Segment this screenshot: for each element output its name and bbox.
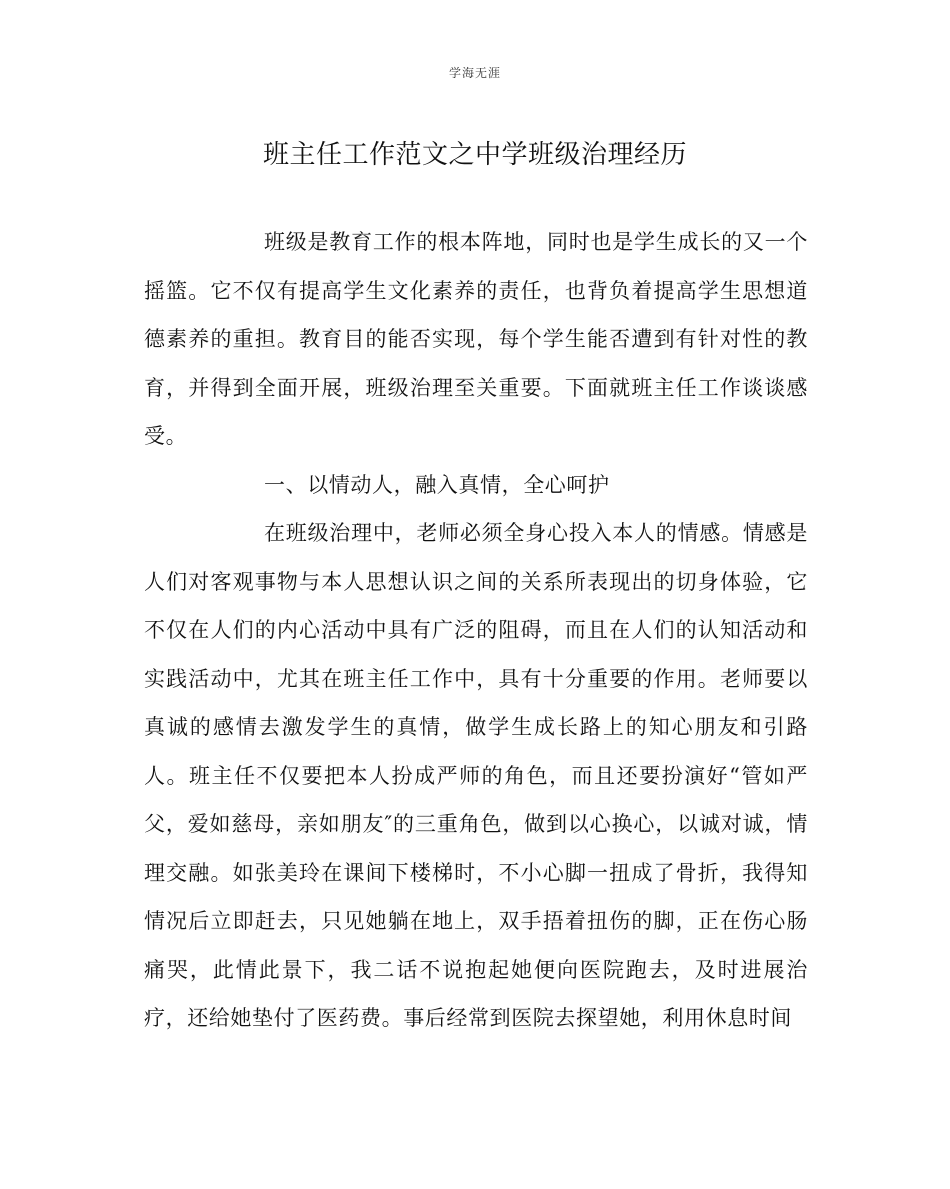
document-body (144, 218, 808, 1043)
paragraph-intro: 班级是教育工作的根本阵地，同时也是学生成长的又一个摇篮。它不仅有提高学生文化素养的责任，也背负着提高学生思想道德素养的重担。教育目的能否实现，每个学生能否遭到有针对性的教育，并得到全面开展，班级治理至关重要。下面就班主任工作谈谈感受。 (144, 230, 808, 448)
paragraph-section-1: 在班级治理中，老师必须全身心投入本人的情感。情感是人们对客观事物与本人思想认识之间的关系所表现出的切身体验，它不仅在人们的内心活动中具有广泛的阻碍，而且在人们的认知活动和实践活动中，尤其在班主任工作中，具有十分重要的作用。老师要以真诚的感情去激发学生的真情，做学生成长路上的知心朋友和引路人。班主任不仅要把本人扮成严师的角色，而且还要扮演好“管如严父，爱如慈母，亲如朋友″的三重角色，做到以心换心，以诚对诚，情理交融。如张美玲在课间下楼梯时，不小心脚一扭成了骨折，我得知情况后立即赶去，只见她躺在地上，双手捂着扭伤的脚，正在伤心肠痛哭，此情此景下，我二话不说抱起她便向医院跑去，及时进展治疗，还给她垫付了医药费。事后经常到医院去探望她，利用休息时间 (144, 521, 808, 1030)
document-title: 班主任工作范文之中学班级治理经历 (262, 140, 687, 170)
page-header: 学海无涯 (448, 66, 501, 80)
section-heading-1: 一、以情动人，融入真情，全心呵护 (264, 472, 610, 497)
